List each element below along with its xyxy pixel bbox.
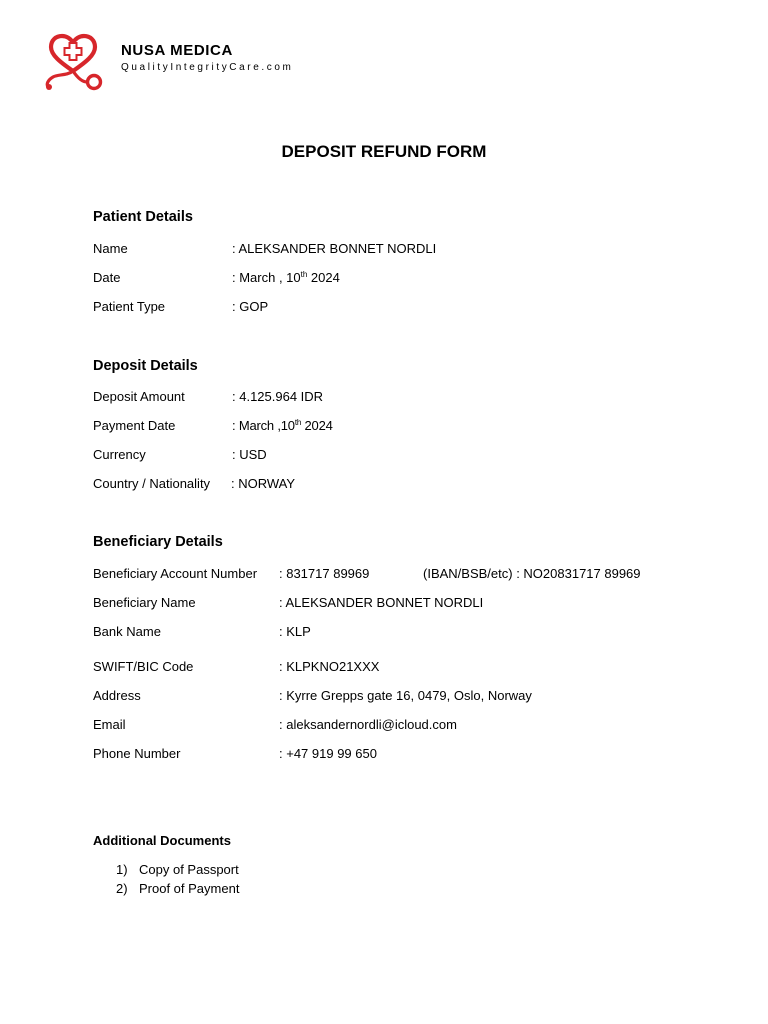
swift-value: : KLPKNO21XXX bbox=[279, 659, 380, 674]
country-row bbox=[93, 476, 296, 491]
swift-label: SWIFT/BIC Code bbox=[93, 659, 194, 674]
currency-label: Currency bbox=[93, 447, 146, 462]
list-item-number: 1) bbox=[116, 862, 128, 877]
patient-name-label: Name bbox=[93, 241, 128, 256]
list-item bbox=[116, 862, 239, 877]
email-row bbox=[93, 717, 457, 732]
address-label: Address bbox=[93, 688, 141, 703]
phone-value: : +47 919 99 650 bbox=[279, 746, 377, 761]
patient-date-value bbox=[232, 270, 340, 285]
payment-date-suffix: 2024 bbox=[301, 418, 333, 433]
swift-row bbox=[93, 659, 380, 674]
patient-date-label: Date bbox=[93, 270, 121, 285]
beneficiary-details-heading: Beneficiary Details bbox=[93, 534, 223, 550]
beneficiary-account-value: : 831717 89969 bbox=[279, 566, 370, 581]
list-item-label: Copy of Passport bbox=[139, 862, 239, 877]
patient-type-value: : GOP bbox=[232, 299, 269, 314]
patient-name-row bbox=[93, 241, 437, 256]
patient-type-row bbox=[93, 299, 269, 314]
patient-date-row bbox=[93, 270, 340, 285]
beneficiary-iban: (IBAN/BSB/etc) : NO20831717 89969 bbox=[423, 566, 641, 581]
bank-name-value: : KLP bbox=[279, 624, 311, 639]
form-title: DEPOSIT REFUND FORM bbox=[281, 142, 487, 161]
address-value: : Kyrre Grepps gate 16, 0479, Oslo, Norway bbox=[279, 688, 532, 703]
list-item bbox=[116, 881, 239, 896]
patient-date-ordinal: th bbox=[300, 270, 308, 279]
brand-tagline: QualityIntegrityCare.com bbox=[121, 62, 294, 73]
country-label: Country / Nationality bbox=[93, 476, 211, 491]
beneficiary-name-label: Beneficiary Name bbox=[93, 595, 196, 610]
address-row bbox=[93, 688, 532, 703]
phone-row bbox=[93, 746, 377, 761]
payment-date-prefix: : March ,10 bbox=[232, 418, 295, 433]
patient-date-prefix: : March , 10 bbox=[232, 270, 301, 285]
list-item-label: Proof of Payment bbox=[139, 881, 240, 896]
bank-name-label: Bank Name bbox=[93, 624, 161, 639]
email-value: : aleksandernordli@icloud.com bbox=[279, 717, 457, 732]
deposit-details-heading: Deposit Details bbox=[93, 358, 198, 374]
beneficiary-account-label: Beneficiary Account Number bbox=[93, 566, 258, 581]
country-value: : NORWAY bbox=[231, 476, 296, 491]
bank-name-row bbox=[93, 624, 311, 639]
patient-details-heading: Patient Details bbox=[93, 209, 193, 225]
beneficiary-name-row bbox=[93, 595, 484, 610]
deposit-amount-value: : 4.125.964 IDR bbox=[232, 389, 324, 404]
beneficiary-name-value: : ALEKSANDER BONNET NORDLI bbox=[279, 595, 484, 610]
patient-type-label: Patient Type bbox=[93, 299, 166, 314]
additional-documents-heading: Additional Documents bbox=[93, 833, 231, 848]
beneficiary-account-row bbox=[93, 566, 370, 581]
heart-stethoscope-logo-icon bbox=[40, 33, 106, 93]
payment-date-value bbox=[232, 418, 333, 433]
deposit-amount-row bbox=[93, 389, 324, 404]
deposit-amount-label: Deposit Amount bbox=[93, 389, 185, 404]
payment-date-label: Payment Date bbox=[93, 418, 176, 433]
payment-date-row bbox=[93, 418, 333, 433]
email-label: Email bbox=[93, 717, 126, 732]
brand-name: NUSA MEDICA bbox=[121, 42, 233, 59]
currency-value: : USD bbox=[232, 447, 267, 462]
list-item-number: 2) bbox=[116, 881, 128, 896]
patient-date-suffix: 2024 bbox=[307, 270, 340, 285]
patient-name-value: : ALEKSANDER BONNET NORDLI bbox=[232, 241, 437, 256]
phone-label: Phone Number bbox=[93, 746, 181, 761]
currency-row bbox=[93, 447, 267, 462]
payment-date-ordinal: th bbox=[294, 418, 302, 427]
